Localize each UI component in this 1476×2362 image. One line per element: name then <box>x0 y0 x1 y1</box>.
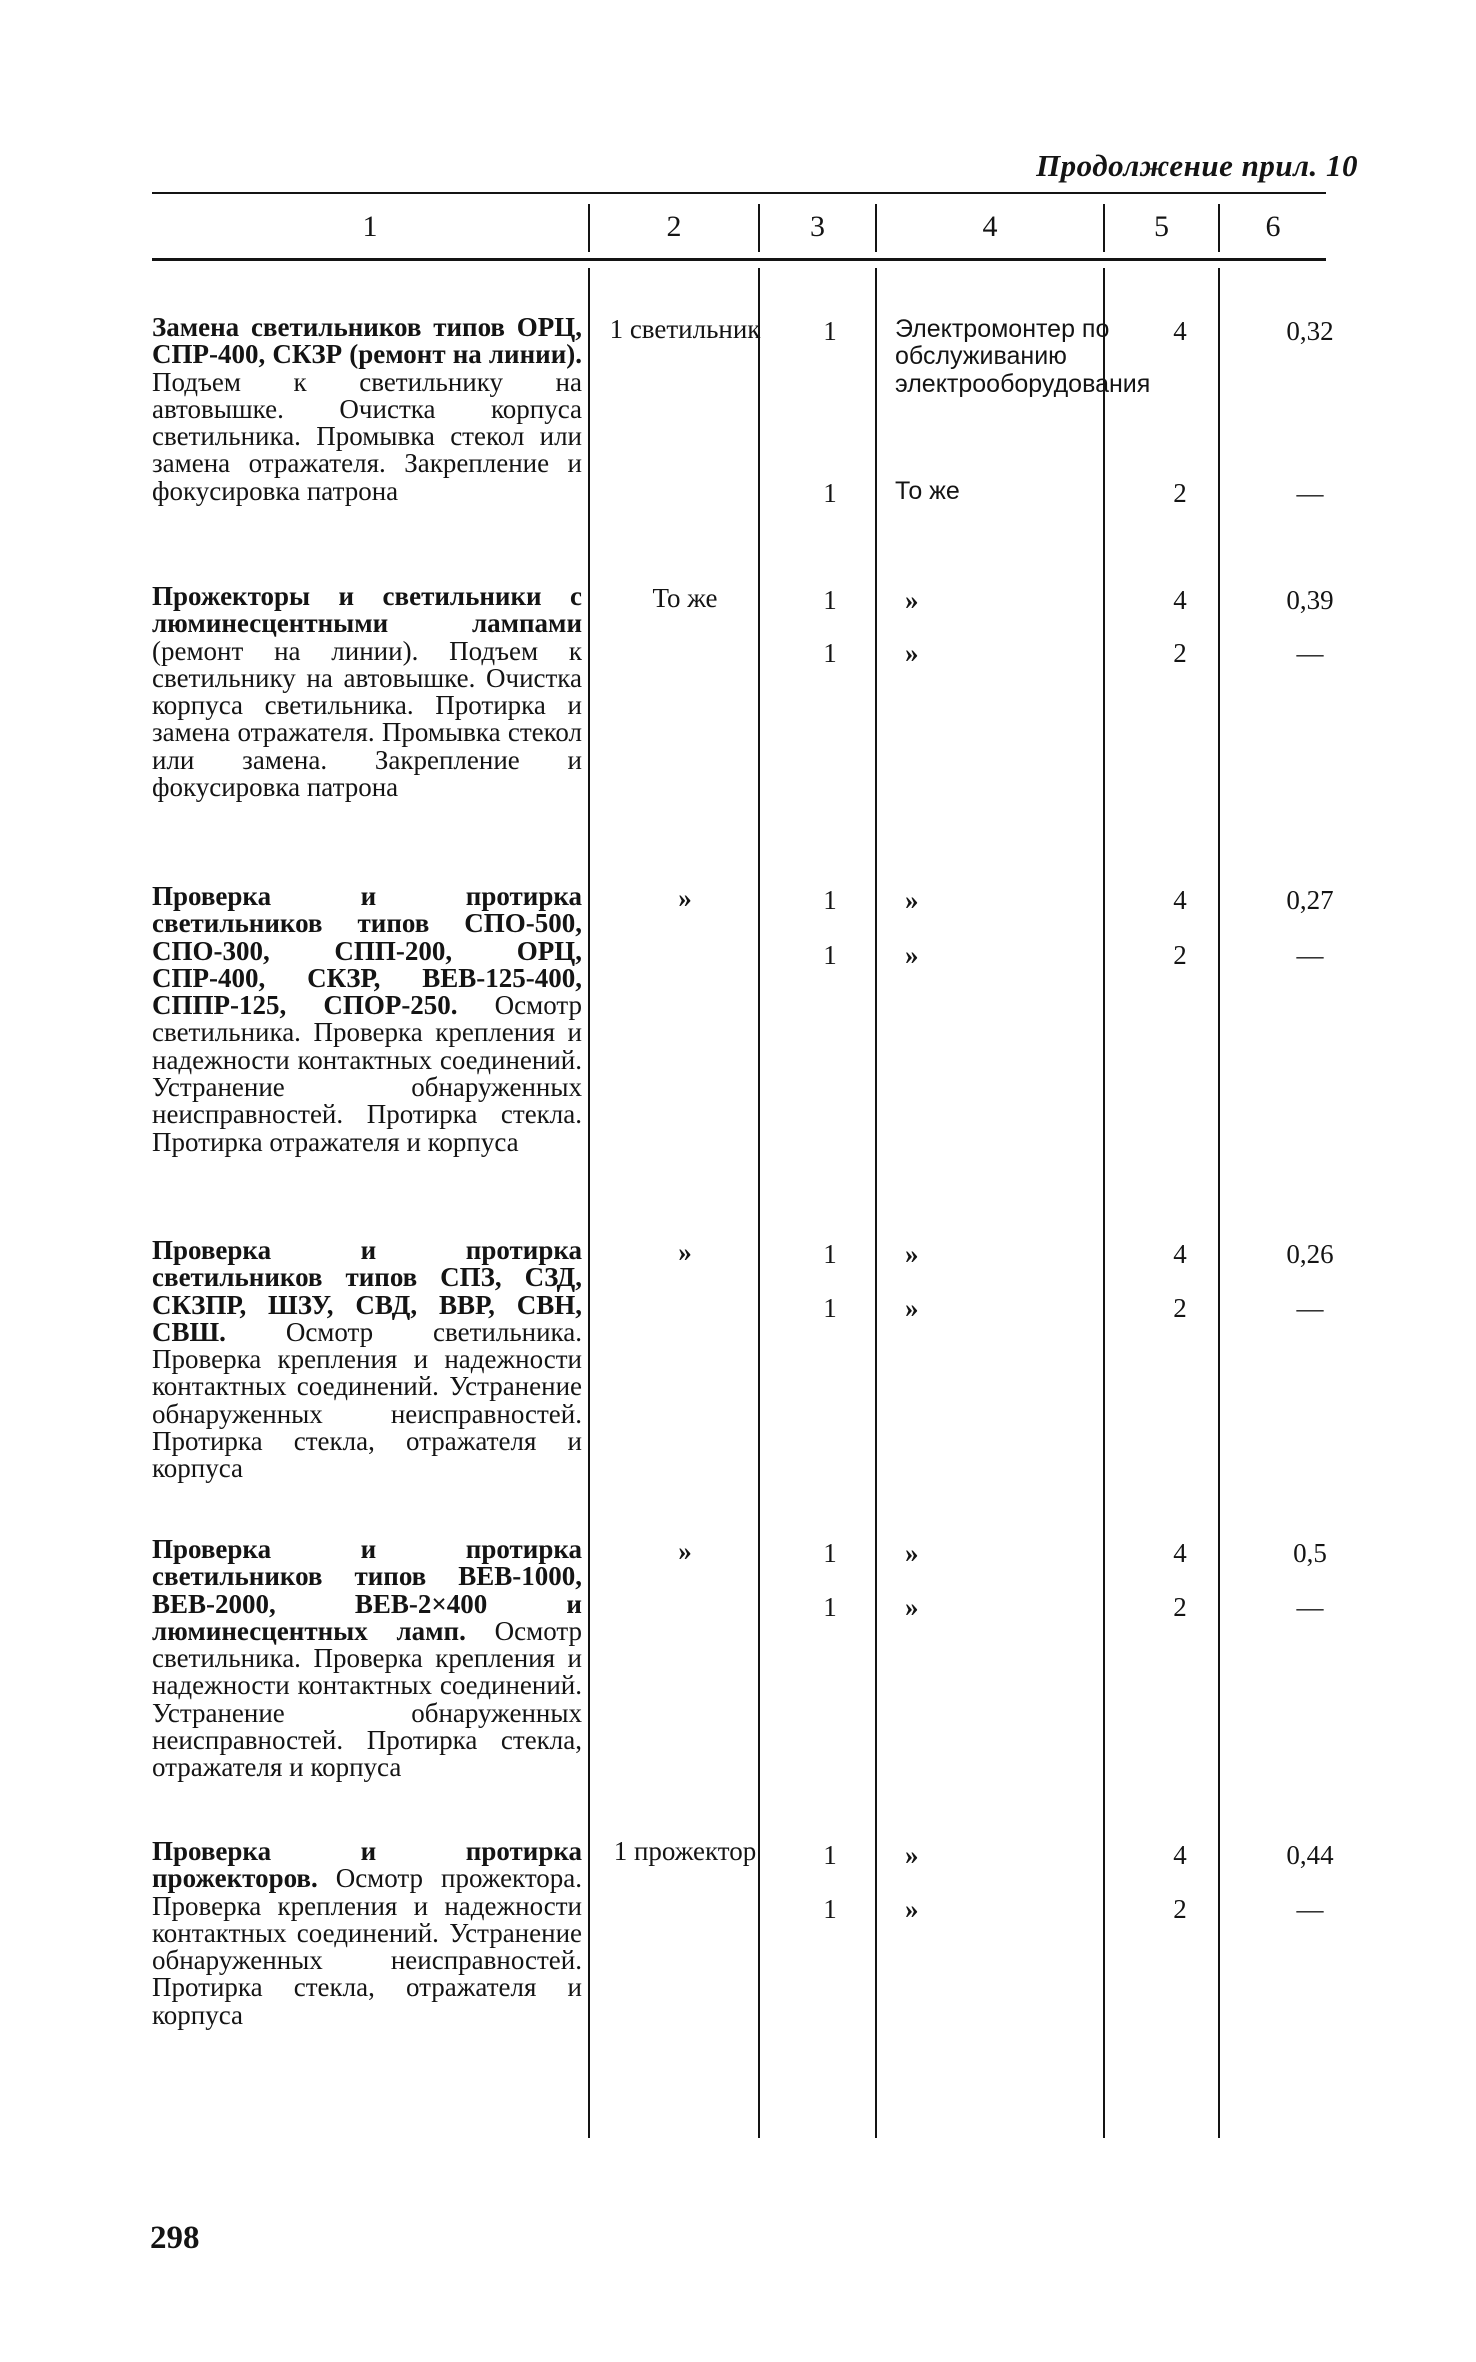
norm-value: 0,27 <box>1286 885 1334 915</box>
grade-value: 2 <box>1173 1293 1187 1323</box>
work-description <box>152 314 582 505</box>
page-number: 298 <box>150 2220 200 2256</box>
work-description <box>152 1536 582 1782</box>
measurement-unit: 1 светильник <box>609 314 761 344</box>
ditto-mark: » <box>905 1894 919 1924</box>
measurement-unit: То же <box>652 583 718 613</box>
work-description <box>152 583 582 801</box>
column-header-2: 2 <box>666 210 682 243</box>
work-description <box>152 883 582 1156</box>
work-title: Проверка и протирка светильников типов СПО-500, СПО-300, СПП-200, ОРЦ, СПР-400, СКЗР, ВЕВ-125-400, СППР-125, СПОР-250. <box>152 881 582 1021</box>
quantity-value: 1 <box>823 316 837 346</box>
work-title: Прожекторы и светильники с люминесцентными лампами <box>152 581 582 639</box>
ditto-mark: » <box>905 885 919 915</box>
ditto-mark: » <box>905 638 919 668</box>
work-title: Проверка и протирка светильников типов ВЕВ-1000, ВЕВ-2000, ВЕВ-2×400 и люминесцентных ламп. <box>152 1534 582 1646</box>
quantity-value: 1 <box>823 1239 837 1269</box>
quantity-value: 1 <box>823 1293 837 1323</box>
ditto-mark: » <box>905 1293 919 1323</box>
work-details: Осмотр светильника. Проверка крепления и надежности контактных соединений. Устранение обнаруженных неисправностей. Протирка стекла. Протирка отражателя и корпуса <box>152 990 582 1157</box>
body-divider-1 <box>588 268 590 2138</box>
work-details: Подъем к светильнику на автовышке. Очистка корпуса светильника. Промывка стекол или замена отражателя. Закрепление и фокусировка патрона <box>152 366 582 506</box>
work-details: (ремонт на линии). Подъем к светильнику на автовышке. Очистка корпуса светильника. Протирка и замена отражателя. Промывка стекол или замена. Закрепление и фокусировка патрона <box>152 635 582 803</box>
ditto-mark: » <box>905 1239 919 1269</box>
norm-value: 0,5 <box>1293 1538 1327 1568</box>
grade-value: 4 <box>1173 1239 1187 1269</box>
work-description <box>152 1237 582 1483</box>
grade-value: 4 <box>1173 585 1187 615</box>
grade-value: 2 <box>1173 478 1187 508</box>
quantity-value: 1 <box>823 1840 837 1870</box>
work-description <box>152 1838 582 2029</box>
ditto-mark: » <box>905 1840 919 1870</box>
quantity-value: 1 <box>823 1538 837 1568</box>
page-header-continuation: Продолжение прил. 10 <box>1036 148 1358 183</box>
grade-value: 2 <box>1173 1592 1187 1622</box>
norm-value: — <box>1296 638 1324 668</box>
work-title: Проверка и протирка светильников типов СПЗ, СЗД, СКЗПР, ШЗУ, СВД, ВВР, СВН, СВШ. <box>152 1235 582 1347</box>
ditto-mark: » <box>905 1538 919 1568</box>
performer-text: Электромонтер по обслуживанию электрооборудования <box>895 315 1151 398</box>
work-details: Осмотр светильника. Проверка крепления и надежности контактных соединений. Устранение обнаруженных неисправностей. Протирка стекла, отражателя и корпуса <box>152 1316 582 1484</box>
column-header-3: 3 <box>810 210 825 243</box>
norm-value: — <box>1296 940 1324 970</box>
norm-value: 0,44 <box>1286 1840 1334 1870</box>
ditto-mark: » <box>905 585 919 615</box>
quantity-value: 1 <box>823 638 837 668</box>
norm-value: 0,39 <box>1286 585 1334 615</box>
measurement-unit: » <box>678 1536 692 1566</box>
column-header-1: 1 <box>362 210 378 243</box>
body-divider-5 <box>1218 268 1220 2138</box>
grade-value: 4 <box>1173 1538 1187 1568</box>
column-header-5: 5 <box>1154 210 1169 243</box>
norm-value: — <box>1296 1894 1324 1924</box>
ditto-mark: » <box>905 1592 919 1622</box>
grade-value: 4 <box>1173 885 1187 915</box>
norm-value: — <box>1296 478 1324 508</box>
header-bottom-rule <box>152 258 1326 261</box>
column-header-6: 6 <box>1265 210 1281 243</box>
grade-value: 4 <box>1173 1840 1187 1870</box>
norm-value: — <box>1296 1592 1324 1622</box>
work-details: Осмотр светильника. Проверка крепления и надежности контактных соединений. Устранение обнаруженных неисправностей. Протирка стекла, отражателя и корпуса <box>152 1615 582 1783</box>
ditto-mark: » <box>905 940 919 970</box>
norm-value: — <box>1296 1293 1324 1323</box>
top-rule <box>152 192 1326 194</box>
quantity-value: 1 <box>823 940 837 970</box>
quantity-value: 1 <box>823 1592 837 1622</box>
grade-value: 2 <box>1173 940 1187 970</box>
grade-value: 2 <box>1173 1894 1187 1924</box>
measurement-unit: 1 прожектор <box>613 1836 757 1866</box>
body-divider-4 <box>1103 268 1105 2138</box>
norm-value: 0,32 <box>1286 316 1334 346</box>
measurement-unit: » <box>678 1237 692 1267</box>
work-title: Замена светильников типов ОРЦ, СПР-400, СКЗР (ремонт на линии). <box>152 312 582 370</box>
column-header-4: 4 <box>982 210 998 243</box>
grade-value: 2 <box>1173 638 1187 668</box>
quantity-value: 1 <box>823 478 837 508</box>
body-divider-3 <box>875 268 877 2138</box>
measurement-unit: » <box>678 883 692 913</box>
work-title: Проверка и протирка прожекторов. <box>152 1836 582 1894</box>
performer-text: То же <box>895 477 960 505</box>
work-details: Осмотр прожектора. Проверка крепления и надежности контактных соединений. Устранение обнаруженных неисправностей. Протирка стекла, отражателя и корпуса <box>152 1863 582 2030</box>
grade-value: 4 <box>1173 316 1187 346</box>
norm-value: 0,26 <box>1286 1239 1334 1269</box>
quantity-value: 1 <box>823 585 837 615</box>
quantity-value: 1 <box>823 885 837 915</box>
quantity-value: 1 <box>823 1894 837 1924</box>
